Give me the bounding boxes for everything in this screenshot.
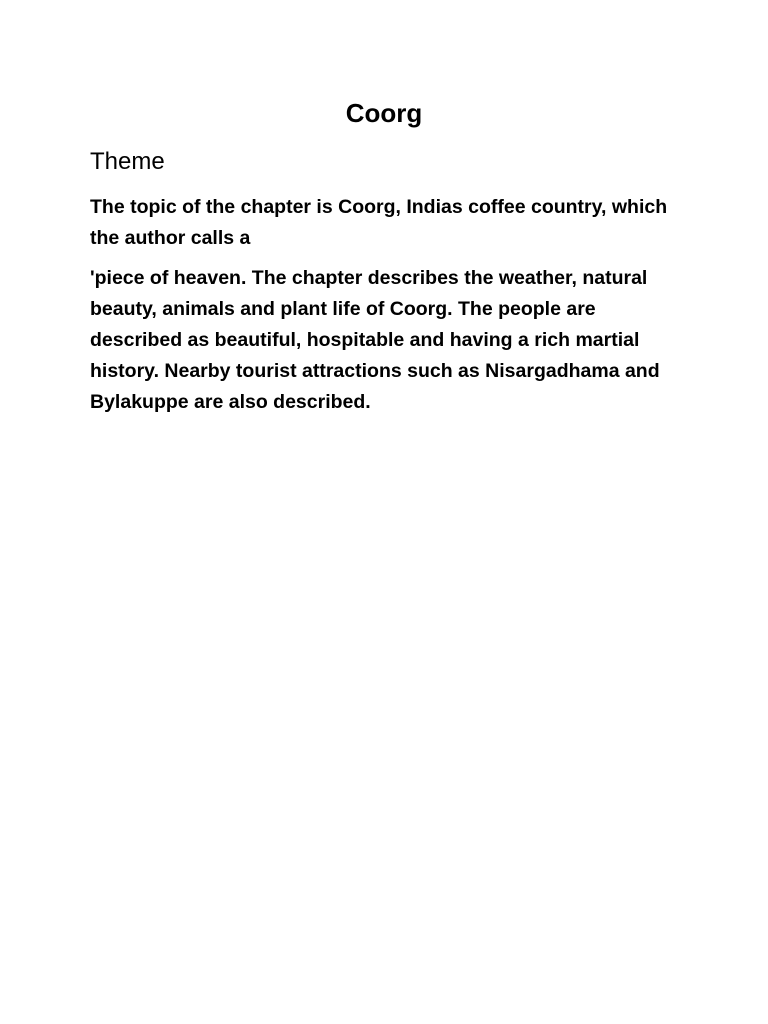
section-heading: Theme — [90, 148, 165, 175]
paragraph-intro: The topic of the chapter is Coorg, Indias coffee country, which the author calls a — [90, 196, 668, 249]
page-title: Coorg — [345, 98, 423, 128]
paragraph-description: 'piece of heaven. The chapter describes the weather, natural beauty, animals and plant life of Coorg. The people are described as beautiful, hospitable and having a rich martial history. Nearby tourist attractions such as Nisargadhama and Bylakuppe are also described. — [90, 267, 660, 413]
